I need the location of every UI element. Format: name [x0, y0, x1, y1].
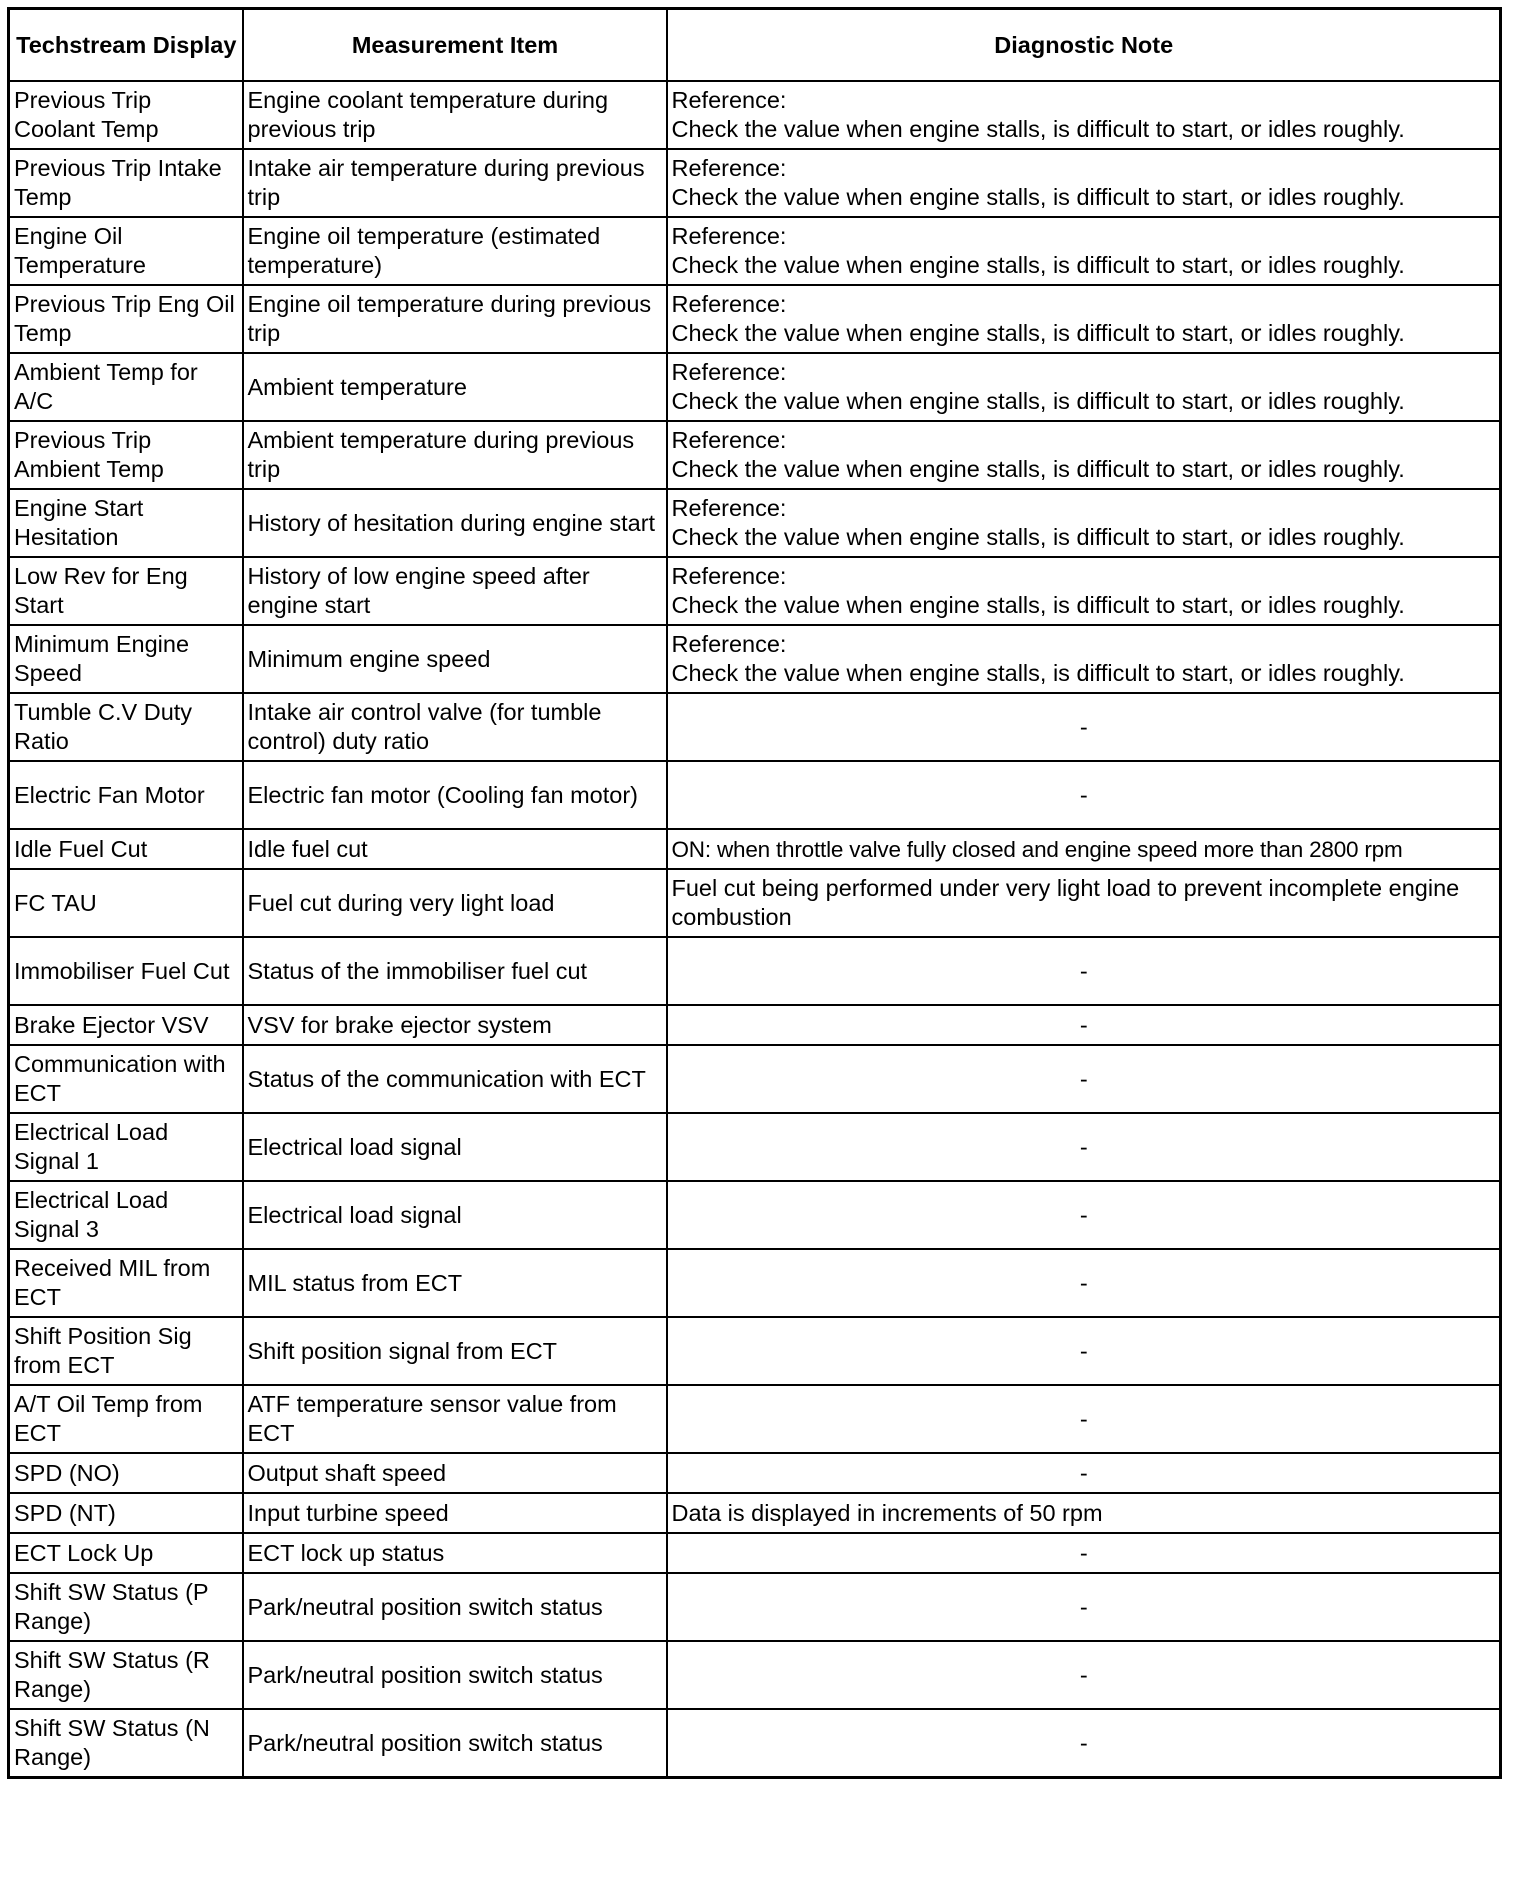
cell-techstream-display: Electrical Load Signal 1	[9, 1113, 243, 1181]
table-row	[9, 1493, 1501, 1533]
table-row	[9, 81, 1501, 149]
table-row	[9, 761, 1501, 829]
header-measurement-item: Measurement Item	[243, 9, 667, 82]
cell-diagnostic-note: -	[667, 1249, 1501, 1317]
cell-techstream-display: Low Rev for Eng Start	[9, 557, 243, 625]
header-diagnostic-note: Diagnostic Note	[667, 9, 1501, 82]
cell-diagnostic-note: -	[667, 1317, 1501, 1385]
cell-diagnostic-note: Data is displayed in increments of 50 rpm	[667, 1493, 1501, 1533]
cell-measurement-item: Electrical load signal	[243, 1181, 667, 1249]
cell-diagnostic-note: -	[667, 1113, 1501, 1181]
table-row	[9, 1317, 1501, 1385]
table-row	[9, 557, 1501, 625]
cell-measurement-item: Intake air temperature during previous trip	[243, 149, 667, 217]
cell-measurement-item: ECT lock up status	[243, 1533, 667, 1573]
cell-measurement-item: Ambient temperature during previous trip	[243, 421, 667, 489]
cell-measurement-item: Minimum engine speed	[243, 625, 667, 693]
table-row	[9, 1385, 1501, 1453]
cell-diagnostic-note: -	[667, 1005, 1501, 1045]
cell-techstream-display: Shift SW Status (P Range)	[9, 1573, 243, 1641]
diagnostic-data-table	[7, 7, 1502, 1779]
cell-diagnostic-note: Reference: Check the value when engine stalls, is difficult to start, or idles roughly.	[667, 489, 1501, 557]
table-row	[9, 217, 1501, 285]
table-row	[9, 353, 1501, 421]
cell-measurement-item: Engine coolant temperature during previous trip	[243, 81, 667, 149]
cell-techstream-display: Electrical Load Signal 3	[9, 1181, 243, 1249]
cell-techstream-display: Shift SW Status (N Range)	[9, 1709, 243, 1778]
cell-techstream-display: Minimum Engine Speed	[9, 625, 243, 693]
cell-techstream-display: ECT Lock Up	[9, 1533, 243, 1573]
cell-diagnostic-note: -	[667, 761, 1501, 829]
cell-measurement-item: Shift position signal from ECT	[243, 1317, 667, 1385]
cell-measurement-item: Park/neutral position switch status	[243, 1709, 667, 1778]
cell-diagnostic-note: -	[667, 1533, 1501, 1573]
cell-techstream-display: Previous Trip Intake Temp	[9, 149, 243, 217]
cell-measurement-item: Status of the immobiliser fuel cut	[243, 937, 667, 1005]
table-row	[9, 693, 1501, 761]
cell-diagnostic-note: -	[667, 937, 1501, 1005]
cell-techstream-display: SPD (NO)	[9, 1453, 243, 1493]
table-row	[9, 1453, 1501, 1493]
cell-measurement-item: MIL status from ECT	[243, 1249, 667, 1317]
cell-measurement-item: Input turbine speed	[243, 1493, 667, 1533]
cell-measurement-item: Park/neutral position switch status	[243, 1573, 667, 1641]
cell-measurement-item: History of hesitation during engine start	[243, 489, 667, 557]
cell-techstream-display: A/T Oil Temp from ECT	[9, 1385, 243, 1453]
table-row	[9, 1533, 1501, 1573]
cell-diagnostic-note: Reference: Check the value when engine stalls, is difficult to start, or idles roughly.	[667, 285, 1501, 353]
cell-techstream-display: Previous Trip Eng Oil Temp	[9, 285, 243, 353]
cell-diagnostic-note: -	[667, 1453, 1501, 1493]
cell-measurement-item: Intake air control valve (for tumble control) duty ratio	[243, 693, 667, 761]
cell-diagnostic-note: -	[667, 1045, 1501, 1113]
table-row	[9, 1573, 1501, 1641]
table-header-row	[9, 9, 1501, 82]
cell-measurement-item: VSV for brake ejector system	[243, 1005, 667, 1045]
cell-diagnostic-note: -	[667, 1641, 1501, 1709]
cell-techstream-display: Immobiliser Fuel Cut	[9, 937, 243, 1005]
cell-diagnostic-note: Reference: Check the value when engine stalls, is difficult to start, or idles roughly.	[667, 149, 1501, 217]
table-row	[9, 1045, 1501, 1113]
cell-techstream-display: Engine Start Hesitation	[9, 489, 243, 557]
cell-diagnostic-note: -	[667, 1709, 1501, 1778]
cell-measurement-item: History of low engine speed after engine start	[243, 557, 667, 625]
cell-measurement-item: Fuel cut during very light load	[243, 869, 667, 937]
table-row	[9, 869, 1501, 937]
table-row	[9, 1641, 1501, 1709]
table-row	[9, 1249, 1501, 1317]
cell-diagnostic-note: Reference: Check the value when engine stalls, is difficult to start, or idles roughly.	[667, 81, 1501, 149]
table-row	[9, 625, 1501, 693]
cell-techstream-display: Ambient Temp for A/C	[9, 353, 243, 421]
table-row	[9, 1113, 1501, 1181]
cell-techstream-display: Previous Trip Ambient Temp	[9, 421, 243, 489]
table-row	[9, 149, 1501, 217]
cell-measurement-item: Engine oil temperature (estimated temperature)	[243, 217, 667, 285]
cell-diagnostic-note: Reference: Check the value when engine stalls, is difficult to start, or idles roughly.	[667, 625, 1501, 693]
table-row	[9, 1005, 1501, 1045]
cell-techstream-display: Tumble C.V Duty Ratio	[9, 693, 243, 761]
header-techstream-display: Techstream Display	[9, 9, 243, 82]
cell-diagnostic-note: Reference: Check the value when engine stalls, is difficult to start, or idles roughly.	[667, 421, 1501, 489]
cell-techstream-display: Shift Position Sig from ECT	[9, 1317, 243, 1385]
cell-techstream-display: Shift SW Status (R Range)	[9, 1641, 243, 1709]
cell-measurement-item: ATF temperature sensor value from ECT	[243, 1385, 667, 1453]
cell-diagnostic-note: -	[667, 693, 1501, 761]
cell-techstream-display: Communication with ECT	[9, 1045, 243, 1113]
cell-measurement-item: Engine oil temperature during previous trip	[243, 285, 667, 353]
cell-diagnostic-note: -	[667, 1573, 1501, 1641]
cell-techstream-display: Received MIL from ECT	[9, 1249, 243, 1317]
cell-techstream-display: Engine Oil Temperature	[9, 217, 243, 285]
cell-diagnostic-note: -	[667, 1385, 1501, 1453]
cell-diagnostic-note: Fuel cut being performed under very light load to prevent incomplete engine combustion	[667, 869, 1501, 937]
cell-diagnostic-note: Reference: Check the value when engine stalls, is difficult to start, or idles roughly.	[667, 353, 1501, 421]
table-row	[9, 421, 1501, 489]
table-row	[9, 829, 1501, 869]
cell-techstream-display: Brake Ejector VSV	[9, 1005, 243, 1045]
cell-techstream-display: Electric Fan Motor	[9, 761, 243, 829]
table-row	[9, 937, 1501, 1005]
cell-techstream-display: Previous Trip Coolant Temp	[9, 81, 243, 149]
cell-measurement-item: Status of the communication with ECT	[243, 1045, 667, 1113]
cell-techstream-display: FC TAU	[9, 869, 243, 937]
cell-measurement-item: Ambient temperature	[243, 353, 667, 421]
cell-techstream-display: Idle Fuel Cut	[9, 829, 243, 869]
cell-measurement-item: Output shaft speed	[243, 1453, 667, 1493]
cell-techstream-display: SPD (NT)	[9, 1493, 243, 1533]
cell-diagnostic-note: -	[667, 1181, 1501, 1249]
cell-measurement-item: Park/neutral position switch status	[243, 1641, 667, 1709]
cell-diagnostic-note: Reference: Check the value when engine stalls, is difficult to start, or idles roughly.	[667, 217, 1501, 285]
cell-measurement-item: Electric fan motor (Cooling fan motor)	[243, 761, 667, 829]
table-row	[9, 489, 1501, 557]
cell-measurement-item: Electrical load signal	[243, 1113, 667, 1181]
cell-diagnostic-note: Reference: Check the value when engine stalls, is difficult to start, or idles roughly.	[667, 557, 1501, 625]
cell-diagnostic-note: ON: when throttle valve fully closed and engine speed more than 2800 rpm	[667, 829, 1501, 869]
cell-measurement-item: Idle fuel cut	[243, 829, 667, 869]
table-row	[9, 1709, 1501, 1778]
table-row	[9, 1181, 1501, 1249]
table-row	[9, 285, 1501, 353]
